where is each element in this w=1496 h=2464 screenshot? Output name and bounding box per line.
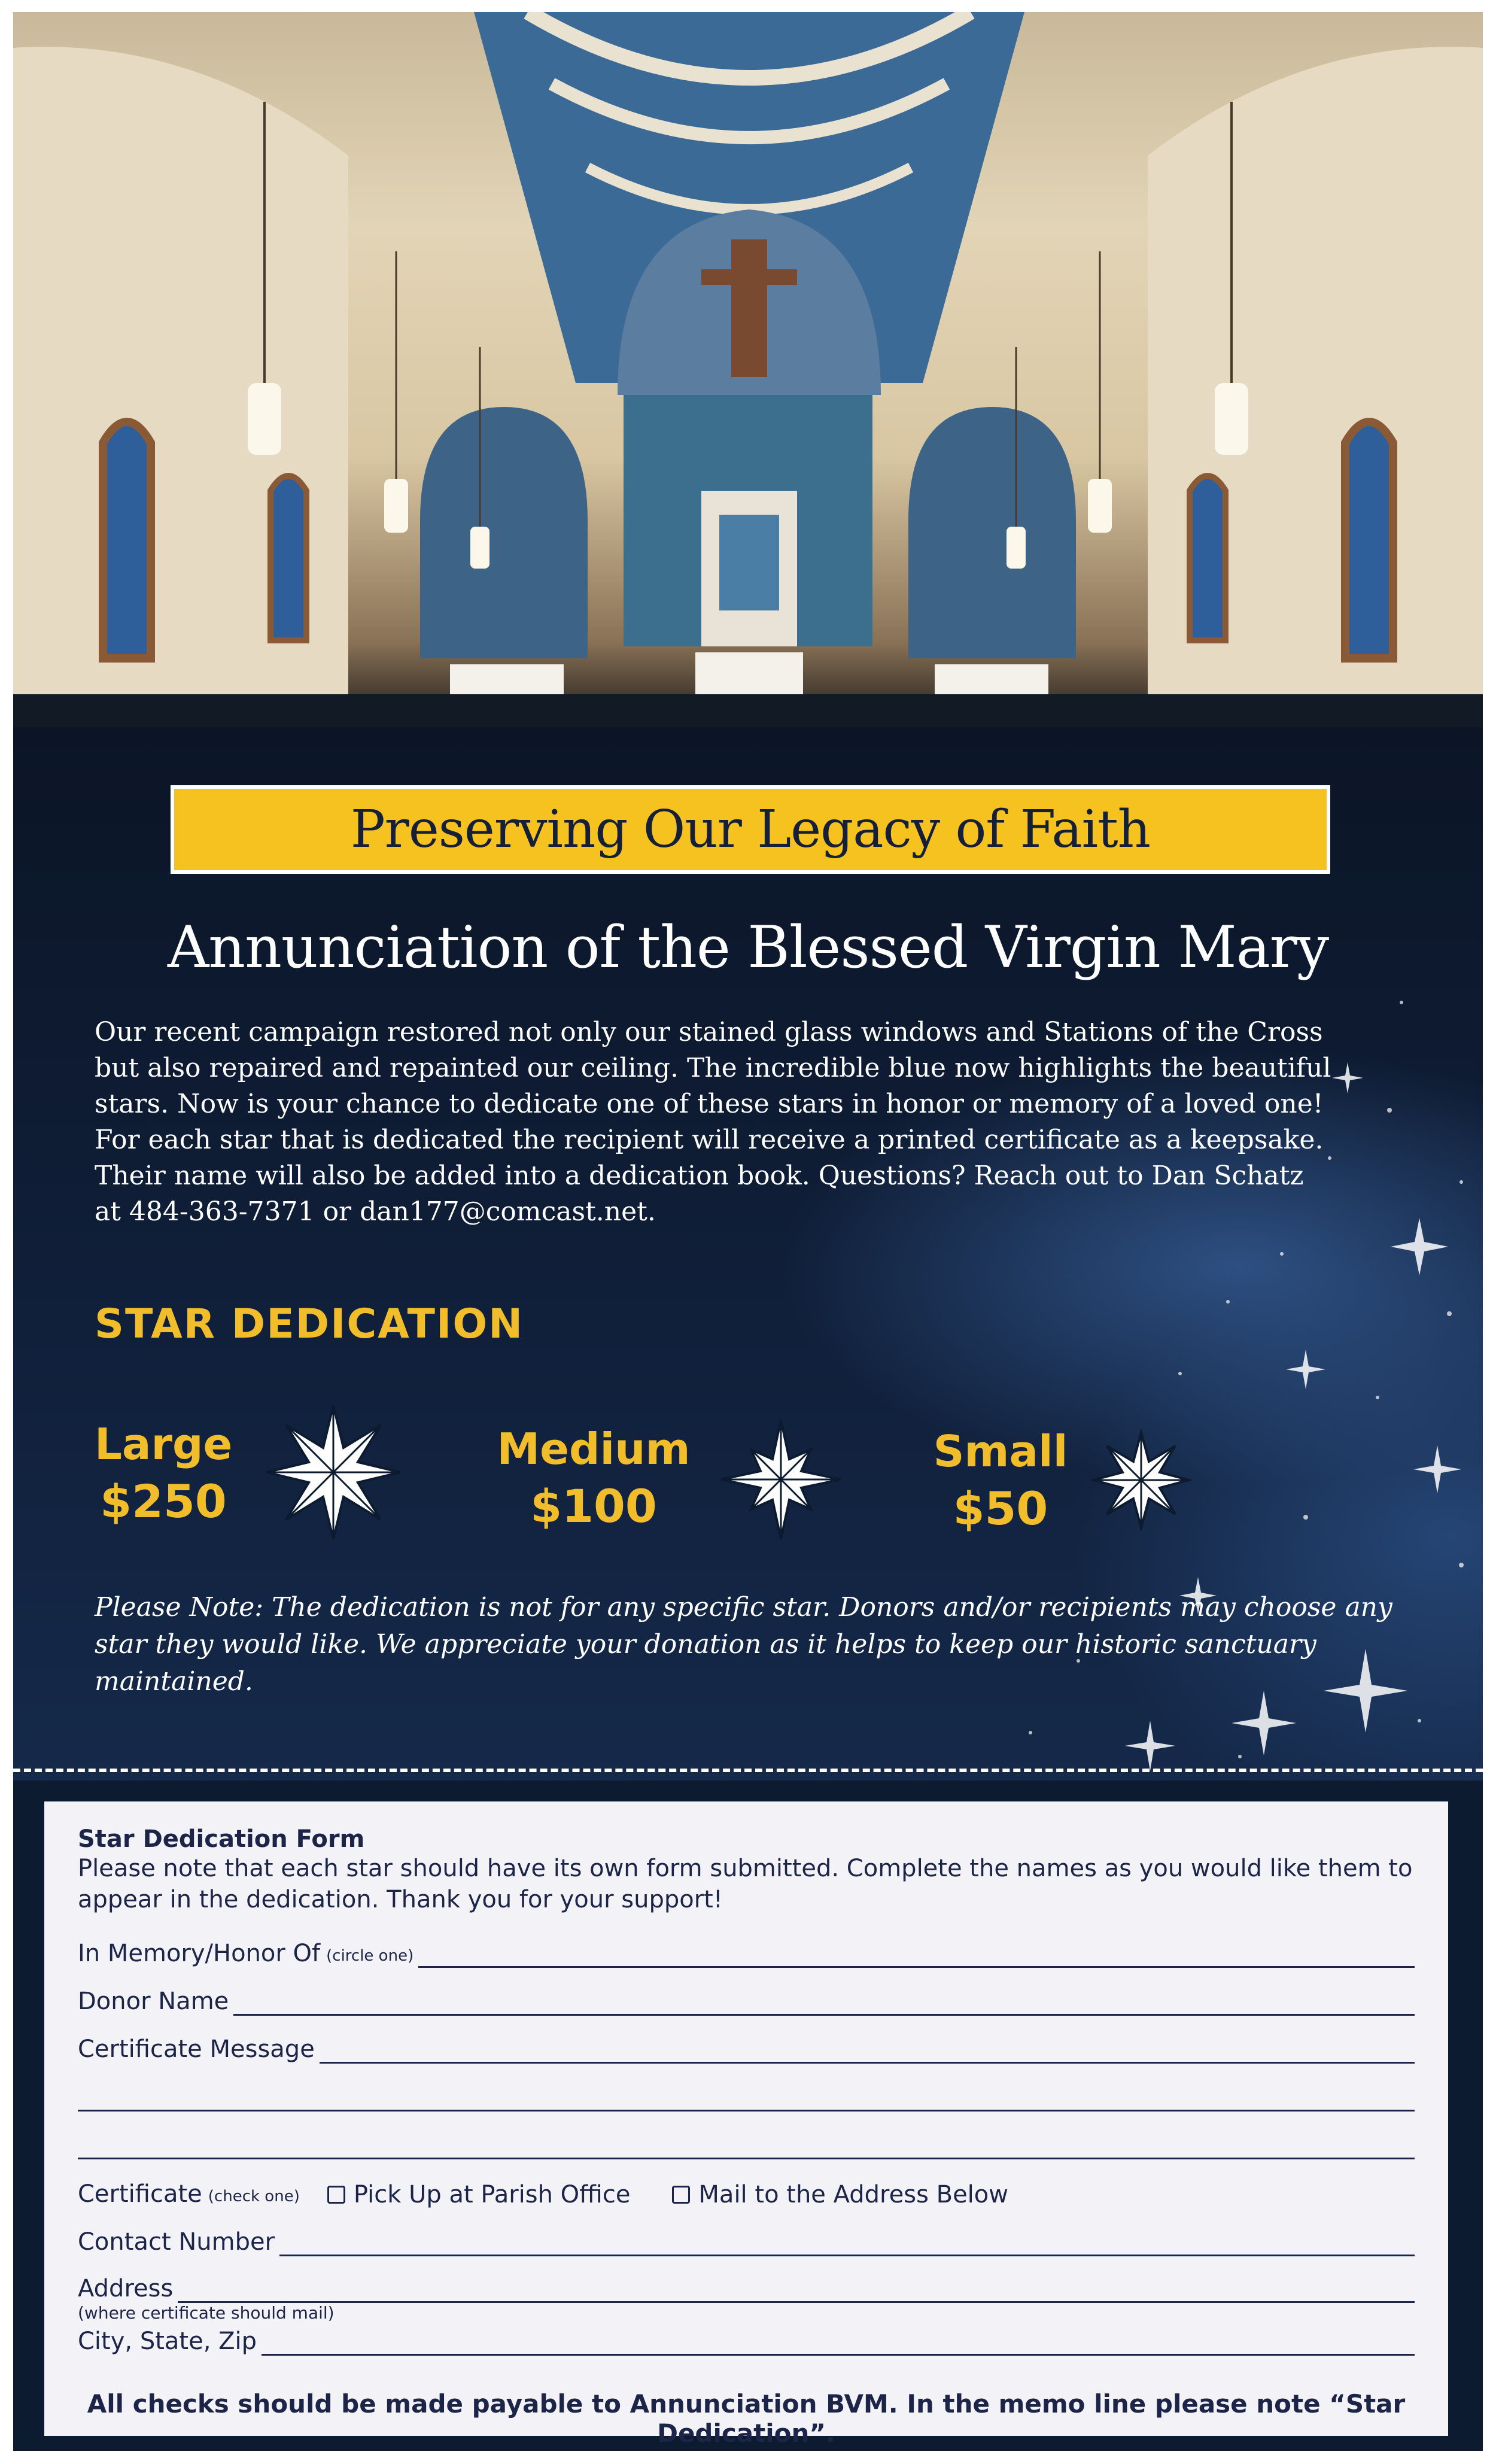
pickup-option[interactable] (327, 2181, 631, 2208)
church-interior-photo (13, 12, 1483, 727)
city-state-zip-label: City, State, Zip (78, 2328, 257, 2355)
small-star-icon (1090, 1429, 1192, 1531)
check-one-hint: (check one) (208, 2187, 300, 2205)
form-instructions: Please note that each star should have its own form submitted. Complete the names as you would like them to appear in the dedication. Thank you for your support! (78, 1855, 1413, 1913)
memory-honor-field[interactable] (418, 1942, 1415, 1968)
star-dedication-form (44, 1801, 1448, 2448)
circle-one-hint: (circle one) (326, 1947, 414, 1965)
memory-honor-label: In Memory/Honor Of (78, 1940, 321, 1967)
certificate-label: Certificate (78, 2180, 202, 2208)
large-star-icon (262, 1400, 405, 1544)
address-hint: (where certificate should mail) (78, 2303, 335, 2323)
dedication-note: Please Note: The dedication is not for any specific star. Donors and/or recipients may choose any star they would like. We appreciate your donation as it helps to keep our historic sanctuary maintained. (95, 1592, 1392, 1697)
certificate-message-row (78, 2028, 1415, 2064)
certificate-message-line-2[interactable] (78, 2110, 1415, 2111)
dedication-section (13, 727, 1483, 1781)
form-title: Star Dedication Form (78, 1825, 365, 1853)
certificate-option-row (78, 2173, 1415, 2208)
church-name: Annunciation of the Blessed Virgin Mary (167, 914, 1329, 981)
address-field[interactable] (178, 2277, 1415, 2303)
tier-size-label: Medium (497, 1424, 691, 1474)
city-state-zip-field[interactable] (262, 2330, 1415, 2356)
address-row (78, 2267, 1415, 2303)
intro-paragraph: Our recent campaign restored not only our stained glass windows and Stations of the Cross but also repaired and repainted our ceiling. The incredible blue now highlights the beautiful stars. Now is your chance to dedicate one of these stars in honor or memory of a loved one! For each star that is dedicated the recipient will receive a printed certificate as a keepsake. Their name will also be added into a dedication book. Questions? Reach out to Dan Schatz at 484-363-7371 or dan177@comcast.net. (95, 1017, 1331, 1227)
address-label: Address (78, 2275, 174, 2302)
flyer (13, 12, 1483, 2451)
memory-honor-row (78, 1932, 1415, 1968)
donor-name-label: Donor Name (78, 1988, 229, 2015)
contact-number-row (78, 2220, 1415, 2256)
city-state-zip-row (78, 2320, 1415, 2356)
donor-name-row (78, 1980, 1415, 2016)
tier-large (95, 1415, 232, 1530)
tier-size-label: Large (95, 1419, 233, 1469)
tier-medium (480, 1420, 707, 1535)
tier-price: $250 (100, 1475, 227, 1528)
banner-title: Preserving Our Legacy of Faith (350, 800, 1151, 859)
tier-small (911, 1423, 1090, 1538)
pickup-option-label: Pick Up at Parish Office (353, 2181, 631, 2208)
church-interior-illustration (13, 12, 1483, 727)
certificate-message-label: Certificate Message (78, 2035, 315, 2063)
mail-option-label: Mail to the Address Below (698, 2181, 1008, 2208)
certificate-message-field[interactable] (320, 2038, 1415, 2064)
mail-checkbox[interactable] (672, 2186, 690, 2204)
tier-price: $100 (530, 1479, 657, 1533)
campaign-banner (171, 785, 1330, 874)
tier-price: $50 (953, 1482, 1048, 1535)
donor-name-field[interactable] (233, 1990, 1415, 2016)
star-dedication-heading: STAR DEDICATION (95, 1301, 524, 1348)
contact-number-field[interactable] (279, 2231, 1415, 2256)
contact-number-label: Contact Number (78, 2228, 275, 2256)
pickup-checkbox[interactable] (327, 2186, 345, 2204)
payment-instructions: All checks should be made payable to Annunciation BVM. In the memo line please note “Star Dedication”. (87, 2389, 1406, 2448)
tier-size-label: Small (933, 1426, 1068, 1476)
mail-option[interactable] (672, 2181, 1008, 2208)
medium-star-icon (718, 1417, 844, 1542)
certificate-message-line-3[interactable] (78, 2158, 1415, 2159)
cut-line-divider (13, 1769, 1483, 1772)
